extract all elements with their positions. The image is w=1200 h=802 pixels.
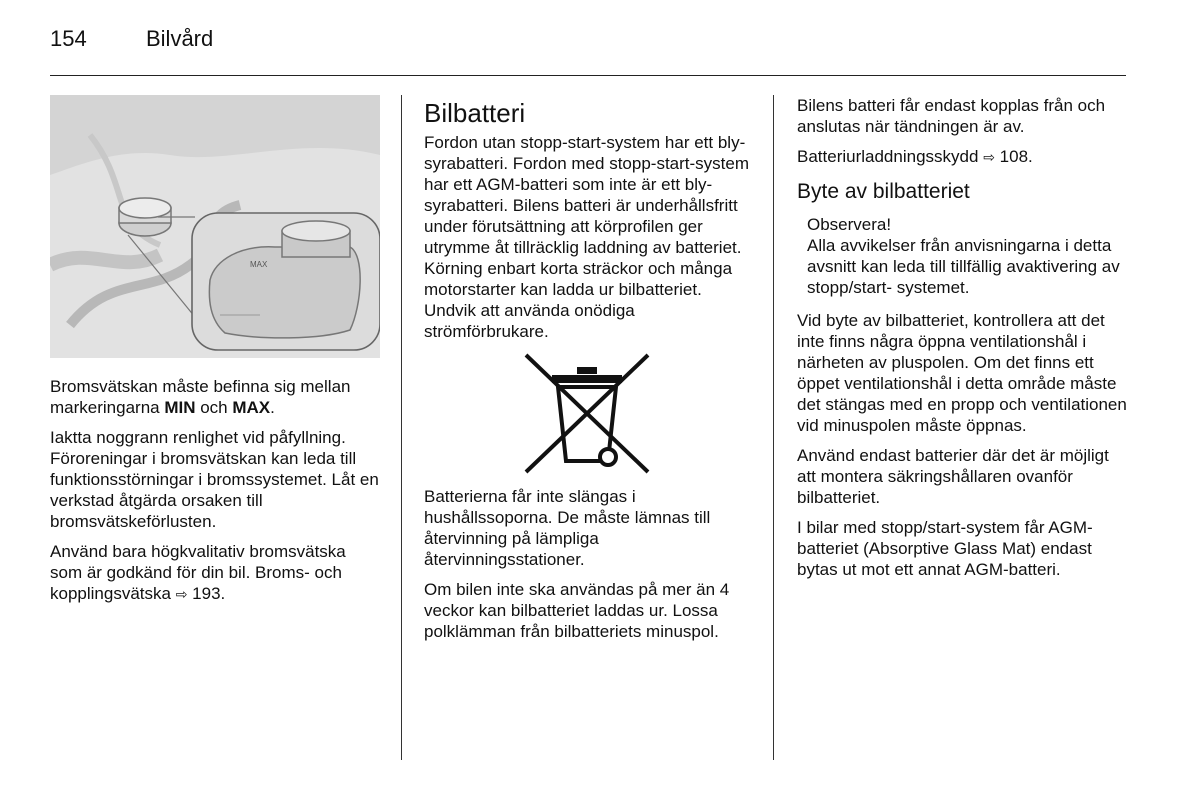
brake-fluid-reservoir-photo: [50, 95, 380, 358]
col1-paragraph-3: Använd bara högkvalitativ bromsvätska som är godkänd för din bil. Broms- och kopplingsvätska ⇨ 193.: [50, 542, 346, 603]
section-heading-bilbatteri: Bilbatteri: [424, 98, 526, 128]
crossed-out-wheelie-bin-icon: [522, 351, 652, 476]
col3-paragraph-5: I bilar med stopp/start-system får AGM-batteriet (Absorptive Glass Mat) endast bytas ut mot ett annat AGM-batteri.: [797, 518, 1093, 579]
max-label: MAX: [232, 398, 271, 417]
note-box: [807, 214, 1127, 298]
note-body: Alla avvikelser från anvisningarna i detta avsnitt kan leda till tillfällig avaktivering av stopp/start- systemet.: [807, 236, 1120, 297]
header-rule: [50, 75, 1126, 76]
page-header: [50, 26, 213, 52]
column-divider-2: [773, 95, 774, 760]
col3-paragraph-1: Bilens batteri får endast kopplas från och anslutas när tändningen är av.: [797, 96, 1106, 136]
col3-paragraph-2: Batteriurladdningsskydd ⇨ 108.: [797, 147, 1033, 166]
col1-paragraph-2: Iaktta noggrann renlighet vid påfyllning. Föroreningar i bromsvätskan kan leda till funktionsstörningar i bromssystemet. Låt en verkstad åtgärda orsaken till bromsvätskeförlusten.: [50, 428, 379, 531]
subsection-heading-byte: Byte av bilbatteriet: [797, 180, 970, 203]
page-number: 154: [50, 26, 87, 51]
col2-paragraph-2: Batterierna får inte slängas i hushållssoporna. De måste lämnas till återvinning på lämpliga återvinningsstationer.: [424, 487, 711, 569]
page-ref-arrow-icon: ⇨: [175, 586, 188, 602]
note-heading: Observera!: [807, 215, 892, 234]
column-1: [50, 95, 380, 614]
page-ref-arrow-icon: ⇨: [983, 149, 995, 165]
max-marking: MAX: [250, 260, 268, 269]
page-ref-193[interactable]: 193.: [192, 584, 226, 603]
page-ref-108[interactable]: 108.: [999, 147, 1033, 166]
col3-paragraph-3: Vid byte av bilbatteriet, kontrollera att det inte finns några öppna ventilationshål i närheten av pluspolen. Om det finns ett öppet ventilationshål i detta område måste det stängas med en propp och ventilationen vid minuspolen måste öppnas.: [797, 311, 1127, 435]
col2-paragraph-3: Om bilen inte ska användas på mer än 4 veckor kan bilbatteriet laddas ur. Lossa polklämman från bilbatteriets minuspol.: [424, 580, 730, 641]
col1-paragraph-1: Bromsvätskan måste befinna sig mellan markeringarna MIN och MAX.: [50, 377, 351, 417]
col2-paragraph-1: Fordon utan stopp-start-system har ett bly-syrabatteri. Fordon med stopp-start-system har ett AGM-batteri som inte är ett bly-syrabatteri. Bilens batteri är underhållsfritt under förutsättning att körprofilen ger utrymme åt tillräcklig laddning av batteriet. Körning enbart korta sträckor och många motorstarter kan ladda ur bilbatteriet. Undvik att använda onödiga strömförbrukare.: [424, 133, 750, 341]
column-3: [797, 95, 1127, 589]
min-label: MIN: [164, 398, 196, 417]
col3-paragraph-4: Använd endast batterier där det är möjligt att montera säkringshållaren ovanför bilbatteriet.: [797, 446, 1109, 507]
column-divider-1: [401, 95, 402, 760]
page-title: Bilvård: [146, 26, 214, 51]
column-2: [424, 95, 754, 651]
